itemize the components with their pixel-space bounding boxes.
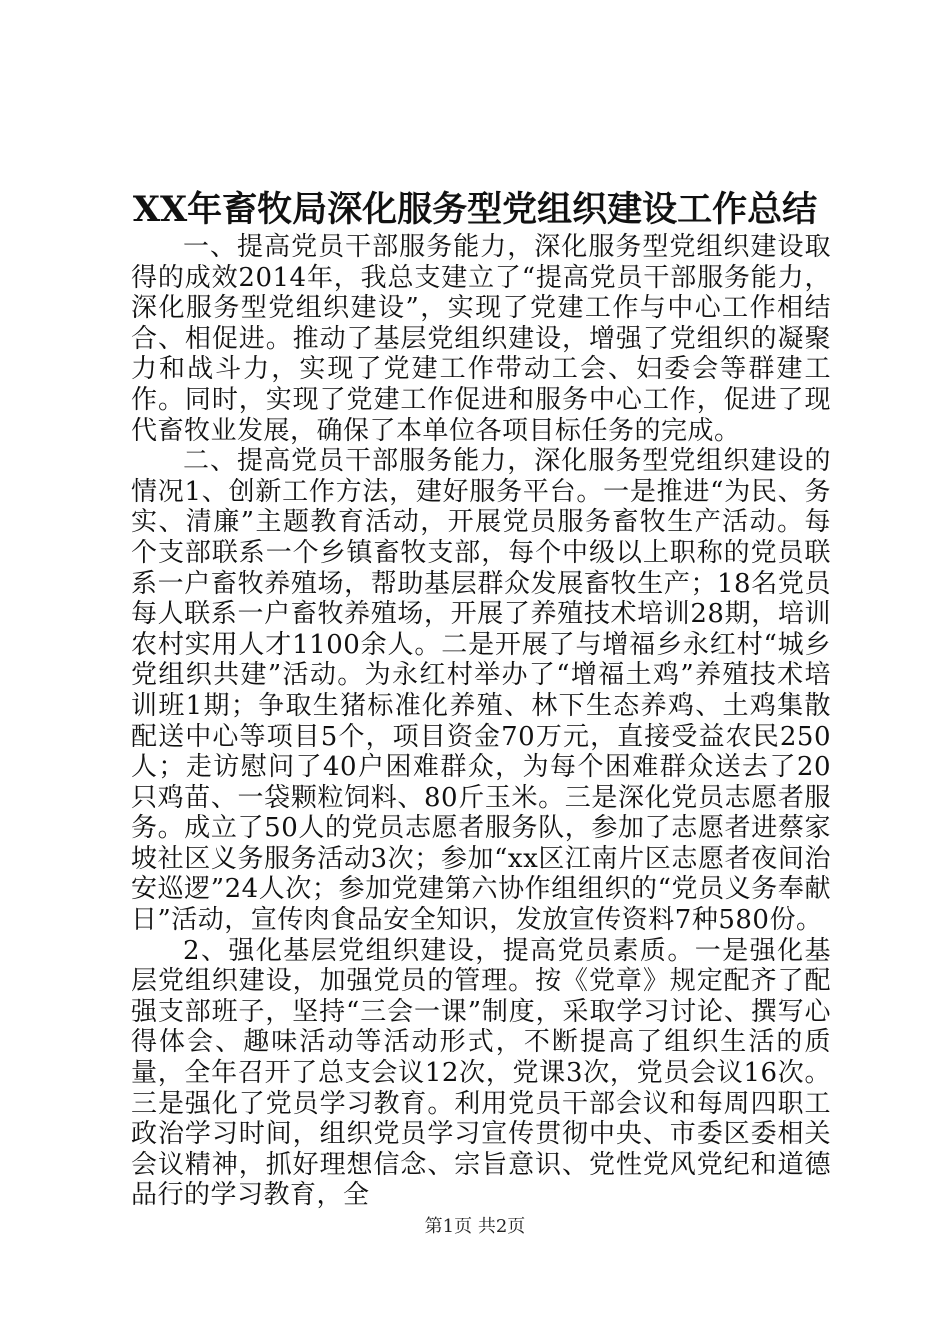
paragraph-2: 二、提高党员干部服务能力，深化服务型党组织建设的情况1、创新工作方法，建好服务平台。一是推进“为民、务实、清廉”主题教育活动，开展党员服务畜牧生产活动。每个支部联系一个乡镇畜牧支部，每个中级以上职称的党员联系一户畜牧养殖场，帮助基层群众发展畜牧生产；18名党员每人联系一户畜牧养殖场，开展了养殖技术培训28期，培训农村实用人才1100余人。二是开展了与增福乡永红村“城乡党组织共建”活动。为永红村举办了“增福土鸡”养殖技术培训班1期；争取生猪标准化养殖、林下生态养鸡、土鸡集散配送中心等项目5个，项目资金70万元，直接受益农民250人；走访慰问了40户困难群众，为每个困难群众送去了20只鸡苗、一袋颗粒饲料、80斤玉米。三是深化党员志愿者服务。成立了50人的党员志愿者服务队，参加了志愿者进蔡家坡社区义务服务活动3次；参加“xx区江南片区志愿者夜间治安巡逻”24人次；参加党建第六协作组组织的“党员义务奉献日”活动，宣传肉食品安全知识，发放宣传资料7种580份。 [131, 446, 831, 936]
document-title: XX年畜牧局深化服务型党组织建设工作总结 [132, 189, 818, 230]
document-body [131, 232, 831, 1211]
paragraph-1: 一、提高党员干部服务能力，深化服务型党组织建设取得的成效2014年，我总支建立了“提高党员干部服务能力，深化服务型党组织建设”，实现了党建工作与中心工作相结合、相促进。推动了基层党组织建设，增强了党组织的凝聚力和战斗力，实现了党建工作带动工会、妇委会等群建工作。同时，实现了党建工作促进和服务中心工作，促进了现代畜牧业发展，确保了本单位各项目标任务的完成。 [131, 232, 831, 446]
page-number-footer: 第1页 共2页 [424, 1216, 526, 1237]
paragraph-3: 2、强化基层党组织建设，提高党员素质。一是强化基层党组织建设，加强党员的管理。按《党章》规定配齐了配强支部班子，坚持“三会一课”制度，采取学习讨论、撰写心得体会、趣味活动等活动形式，不断提高了组织生活的质量，全年召开了总支会议12次，党课3次，党员会议16次。三是强化了党员学习教育。利用党员干部会议和每周四职工政治学习时间，组织党员学习宣传贯彻中央、市委区委相关会议精神，抓好理想信念、宗旨意识、党性党风党纪和道德品行的学习教育，全 [131, 935, 831, 1211]
